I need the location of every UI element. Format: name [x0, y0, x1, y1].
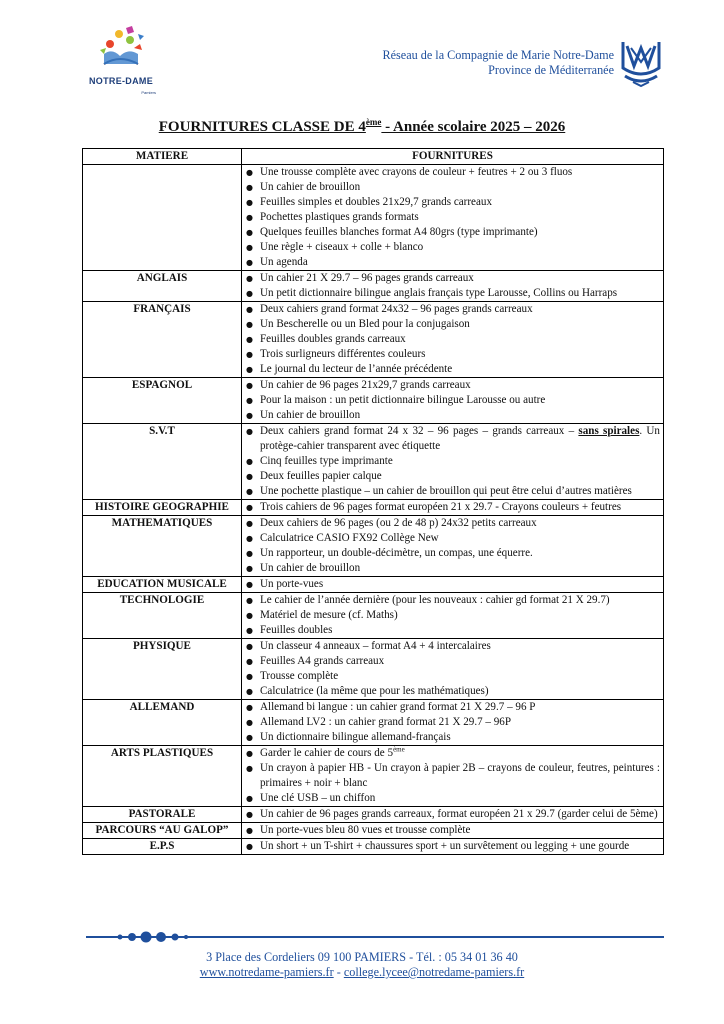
- supply-text: Pochettes plastiques grands formats: [260, 211, 419, 223]
- bullet-icon: ●: [246, 183, 253, 192]
- table-row: [83, 516, 664, 577]
- bullet-icon: ●: [246, 718, 253, 727]
- supply-text: Trois surligneurs différentes couleurs: [260, 348, 426, 360]
- bullet-icon: ●: [246, 596, 253, 605]
- supply-text: Un porte-vues: [260, 578, 324, 590]
- subject-cell: E.P.S: [83, 839, 242, 855]
- supply-text: Une règle + ciseaux + colle + blanco: [260, 241, 424, 253]
- table-row: [83, 593, 664, 639]
- supply-item: [246, 469, 660, 484]
- supplies-cell: [242, 639, 664, 700]
- header-subject: MATIERE: [83, 149, 242, 165]
- supply-item: [246, 180, 660, 195]
- bullet-icon: ●: [246, 580, 253, 589]
- bullet-icon: ●: [246, 168, 253, 177]
- supply-item: [246, 730, 660, 745]
- supply-text: Feuilles doubles: [260, 624, 333, 636]
- title-prefix: FOURNITURES CLASSE DE 4: [158, 119, 366, 135]
- school-logo-text: NOTRE-DAME: [89, 76, 153, 86]
- network-name: Réseau de la Compagnie de Marie Notre-Dame: [382, 48, 614, 62]
- subject-cell: PHYSIQUE: [83, 639, 242, 700]
- bullet-icon: ●: [246, 274, 253, 283]
- supply-text: Pour la maison : un petit dictionnaire bilingue Larousse ou autre: [260, 394, 546, 406]
- table-row: [83, 746, 664, 807]
- supply-text: Deux feuilles papier calque: [260, 470, 382, 482]
- bullet-icon: ●: [246, 703, 253, 712]
- subject-cell: PASTORALE: [83, 807, 242, 823]
- table-row: [83, 271, 664, 302]
- table-row: [83, 424, 664, 500]
- supply-item: [246, 195, 660, 210]
- bullet-icon: ●: [246, 289, 253, 298]
- bullet-icon: ●: [246, 687, 253, 696]
- table-row: [83, 378, 664, 424]
- bullet-icon: ●: [246, 472, 253, 481]
- supply-text: Deux cahiers grand format 24x32 – 96 pages grands carreaux: [260, 303, 533, 315]
- subject-cell: ARTS PLASTIQUES: [83, 746, 242, 807]
- supply-item: [246, 286, 660, 301]
- supply-item: [246, 823, 660, 838]
- supplies-cell: [242, 593, 664, 639]
- supply-text: Trois cahiers de 96 pages format européen 21 x 29.7 - Crayons couleurs + feutres: [260, 501, 622, 513]
- supply-item: [246, 561, 660, 576]
- supply-item: [246, 255, 660, 270]
- supply-text: Un cahier de brouillon: [260, 409, 361, 421]
- bullet-icon: ●: [246, 794, 253, 803]
- supply-item: [246, 516, 660, 531]
- title-suffix: - Année scolaire 2025 – 2026: [381, 119, 566, 135]
- supply-text: Feuilles A4 grands carreaux: [260, 655, 385, 667]
- supply-item: [246, 347, 660, 362]
- supply-item: [246, 669, 660, 684]
- supplies-list: [246, 302, 660, 377]
- bullet-icon: ●: [246, 657, 253, 666]
- bullet-icon: ●: [246, 842, 253, 851]
- province-name: Province de Méditerranée: [488, 63, 614, 77]
- supply-item: [246, 424, 660, 454]
- bullet-icon: ●: [246, 503, 253, 512]
- bullet-icon: ●: [246, 810, 253, 819]
- supplies-list: [246, 271, 660, 301]
- subject-cell: ALLEMAND: [83, 700, 242, 746]
- supply-text: Une trousse complète avec crayons de couleur + feutres + 2 ou 3 fluos: [260, 166, 573, 178]
- supply-item: [246, 302, 660, 317]
- supply-item: [246, 715, 660, 730]
- subject-cell: [83, 165, 242, 271]
- bullet-icon: ●: [246, 519, 253, 528]
- supplies-list: [246, 639, 660, 699]
- supply-item: [246, 577, 660, 592]
- supply-item: [246, 500, 660, 515]
- supplies-list: [246, 378, 660, 423]
- footer: [0, 950, 724, 980]
- supply-text: Un petit dictionnaire bilingue anglais français type Larousse, Collins ou Harraps: [260, 287, 618, 299]
- supply-text: Le journal du lecteur de l’année précédente: [260, 363, 453, 375]
- supply-text: Un short + un T-shirt + chaussures sport + un survêtement ou legging + une gourde: [260, 840, 630, 852]
- supply-text: Le cahier de l’année dernière (pour les nouveaux : cahier gd format 21 X 29.7): [260, 594, 610, 606]
- supplies-list: [246, 165, 660, 270]
- table-row: [83, 807, 664, 823]
- supply-item: [246, 332, 660, 347]
- supplies-cell: [242, 271, 664, 302]
- supply-text: Cinq feuilles type imprimante: [260, 455, 393, 467]
- supplies-table: [82, 148, 664, 855]
- supply-text: Un agenda: [260, 256, 308, 268]
- footer-decoration: [86, 930, 664, 944]
- supply-item: [246, 165, 660, 180]
- supply-item: [246, 378, 660, 393]
- bullet-icon: ●: [246, 365, 253, 374]
- supply-item: [246, 684, 660, 699]
- bullet-icon: ●: [246, 243, 253, 252]
- table-row: [83, 500, 664, 516]
- supplies-cell: [242, 165, 664, 271]
- supplies-list: [246, 700, 660, 745]
- website-link[interactable]: www.notredame-pamiers.fr: [199, 965, 334, 979]
- supply-item: [246, 531, 660, 546]
- supply-item: [246, 271, 660, 286]
- supply-item: [246, 654, 660, 669]
- subject-cell: HISTOIRE GEOGRAPHIE: [83, 500, 242, 516]
- supply-item: [246, 791, 660, 806]
- bullet-icon: ●: [246, 258, 253, 267]
- supplies-cell: [242, 823, 664, 839]
- supplies-cell: [242, 302, 664, 378]
- school-logo: [86, 24, 156, 100]
- superscript: ème: [393, 745, 405, 754]
- supply-item: [246, 639, 660, 654]
- supplies-list: [246, 839, 660, 854]
- supplies-cell: [242, 516, 664, 577]
- supply-item: [246, 225, 660, 240]
- footer-separator: -: [333, 965, 344, 979]
- supply-text-tail: . Un protège-cahier transparent avec étiquette: [260, 425, 660, 452]
- bullet-icon: ●: [246, 487, 253, 496]
- page-title: [0, 117, 724, 136]
- supply-text: Un crayon à papier HB - Un crayon à papier 2B – crayons de couleur, feutres, peintures : primaires + noir + blanc: [260, 762, 660, 789]
- supply-text: Garder le cahier de cours de 5: [260, 747, 394, 759]
- table-row: [83, 639, 664, 700]
- supplies-list: [246, 577, 660, 592]
- supply-text: Feuilles doubles grands carreaux: [260, 333, 406, 345]
- table-row: [83, 302, 664, 378]
- supply-item: [246, 593, 660, 608]
- supply-text: Un Bescherelle ou un Bled pour la conjugaison: [260, 318, 470, 330]
- bullet-icon: ●: [246, 213, 253, 222]
- supply-item: [246, 761, 660, 791]
- supply-item: [246, 210, 660, 225]
- supply-text: Calculatrice CASIO FX92 Collège New: [260, 532, 439, 544]
- supplies-list: [246, 746, 660, 806]
- supply-item: [246, 408, 660, 423]
- bullet-icon: ●: [246, 672, 253, 681]
- supplies-cell: [242, 700, 664, 746]
- subject-cell: EDUCATION MUSICALE: [83, 577, 242, 593]
- compagnie-marie-logo: [621, 38, 661, 88]
- bullet-icon: ●: [246, 733, 253, 742]
- supply-item: [246, 623, 660, 638]
- supply-item: [246, 700, 660, 715]
- supplies-list: [246, 593, 660, 638]
- supplies-cell: [242, 500, 664, 516]
- supplies-cell: [242, 577, 664, 593]
- supply-text: Une pochette plastique – un cahier de brouillon qui peut être celui d’autres matières: [260, 485, 632, 497]
- supply-text: Un cahier de 96 pages 21x29,7 grands carreaux: [260, 379, 471, 391]
- supply-text: Un rapporteur, un double-décimètre, un compas, une équerre.: [260, 547, 533, 559]
- bullet-icon: ●: [246, 228, 253, 237]
- supplies-cell: [242, 746, 664, 807]
- subject-cell: S.V.T: [83, 424, 242, 500]
- subject-cell: ANGLAIS: [83, 271, 242, 302]
- supply-item: [246, 807, 660, 822]
- supply-text: Un cahier 21 X 29.7 – 96 pages grands carreaux: [260, 272, 474, 284]
- supplies-cell: [242, 807, 664, 823]
- bullet-icon: ●: [246, 411, 253, 420]
- supplies-cell: [242, 378, 664, 424]
- subject-cell: MATHEMATIQUES: [83, 516, 242, 577]
- table-row: [83, 823, 664, 839]
- bullet-icon: ●: [246, 642, 253, 651]
- bullet-icon: ●: [246, 534, 253, 543]
- supply-item: [246, 608, 660, 623]
- bullet-icon: ●: [246, 320, 253, 329]
- supply-text: Un classeur 4 anneaux – format A4 + 4 intercalaires: [260, 640, 491, 652]
- supply-text: Quelques feuilles blanches format A4 80grs (type imprimante): [260, 226, 538, 238]
- supply-text: Feuilles simples et doubles 21x29,7 grands carreaux: [260, 196, 492, 208]
- bullet-icon: ●: [246, 381, 253, 390]
- supplies-cell: [242, 839, 664, 855]
- supply-text: Un cahier de brouillon: [260, 181, 361, 193]
- supply-text: Allemand bi langue : un cahier grand format 21 X 29.7 – 96 P: [260, 701, 536, 713]
- table-row: [83, 700, 664, 746]
- bullet-icon: ●: [246, 749, 253, 758]
- supply-item: [246, 240, 660, 255]
- supplies-cell: [242, 424, 664, 500]
- subject-cell: TECHNOLOGIE: [83, 593, 242, 639]
- supply-text: Allemand LV2 : un cahier grand format 21 X 29.7 – 96P: [260, 716, 512, 728]
- supply-item: [246, 746, 660, 761]
- bullet-icon: ●: [246, 549, 253, 558]
- bullet-icon: ●: [246, 305, 253, 314]
- supply-item: [246, 484, 660, 499]
- supply-text: Deux cahiers de 96 pages (ou 2 de 48 p) 24x32 petits carreaux: [260, 517, 537, 529]
- supply-text: Un porte-vues bleu 80 vues et trousse complète: [260, 824, 471, 836]
- supplies-list: [246, 516, 660, 576]
- table-row: [83, 577, 664, 593]
- supply-text: Matériel de mesure (cf. Maths): [260, 609, 398, 621]
- bullet-icon: ●: [246, 335, 253, 344]
- header-supplies: FOURNITURES: [242, 149, 664, 165]
- bullet-icon: ●: [246, 350, 253, 359]
- supplies-list: [246, 500, 660, 515]
- supply-text: Calculatrice (la même que pour les mathématiques): [260, 685, 489, 697]
- table-row: [83, 165, 664, 271]
- supplies-list: [246, 807, 660, 822]
- emphasis-text: sans spirales: [578, 425, 640, 437]
- email-link[interactable]: college.lycee@notredame-pamiers.fr: [343, 965, 525, 979]
- footer-address: 3 Place des Cordeliers 09 100 PAMIERS - Tél. : 05 34 01 36 40: [206, 950, 518, 964]
- title-superscript: ème: [365, 117, 382, 127]
- supply-item: [246, 362, 660, 377]
- supply-text: Deux cahiers grand format 24 x 32 – 96 pages – grands carreaux –: [260, 425, 579, 437]
- bullet-icon: ●: [246, 826, 253, 835]
- supply-item: [246, 393, 660, 408]
- footer-links: [0, 965, 724, 980]
- bullet-icon: ●: [246, 626, 253, 635]
- bullet-icon: ●: [246, 611, 253, 620]
- school-logo-subtext: Pamiers: [141, 90, 156, 95]
- table-header-row: [83, 149, 664, 165]
- supply-item: [246, 317, 660, 332]
- supply-item: [246, 546, 660, 561]
- supplies-list: [246, 424, 660, 499]
- bullet-icon: ●: [246, 564, 253, 573]
- table-row: [83, 839, 664, 855]
- supply-text: Trousse complète: [260, 670, 339, 682]
- bullet-icon: ●: [246, 198, 253, 207]
- subject-cell: PARCOURS “AU GALOP”: [83, 823, 242, 839]
- bullet-icon: ●: [246, 427, 253, 436]
- supplies-list: [246, 823, 660, 838]
- subject-cell: FRANÇAIS: [83, 302, 242, 378]
- bullet-icon: ●: [246, 457, 253, 466]
- supply-text: Un cahier de 96 pages grands carreaux, format européen 21 x 29.7 (garder celui de 5ème): [260, 808, 658, 820]
- bullet-icon: ●: [246, 764, 253, 773]
- supply-text: Une clé USB – un chiffon: [260, 792, 376, 804]
- supply-text: Un dictionnaire bilingue allemand-français: [260, 731, 451, 743]
- supply-item: [246, 454, 660, 469]
- subject-cell: ESPAGNOL: [83, 378, 242, 424]
- supply-item: [246, 839, 660, 854]
- supply-text: Un cahier de brouillon: [260, 562, 361, 574]
- bullet-icon: ●: [246, 396, 253, 405]
- network-header: [383, 48, 614, 78]
